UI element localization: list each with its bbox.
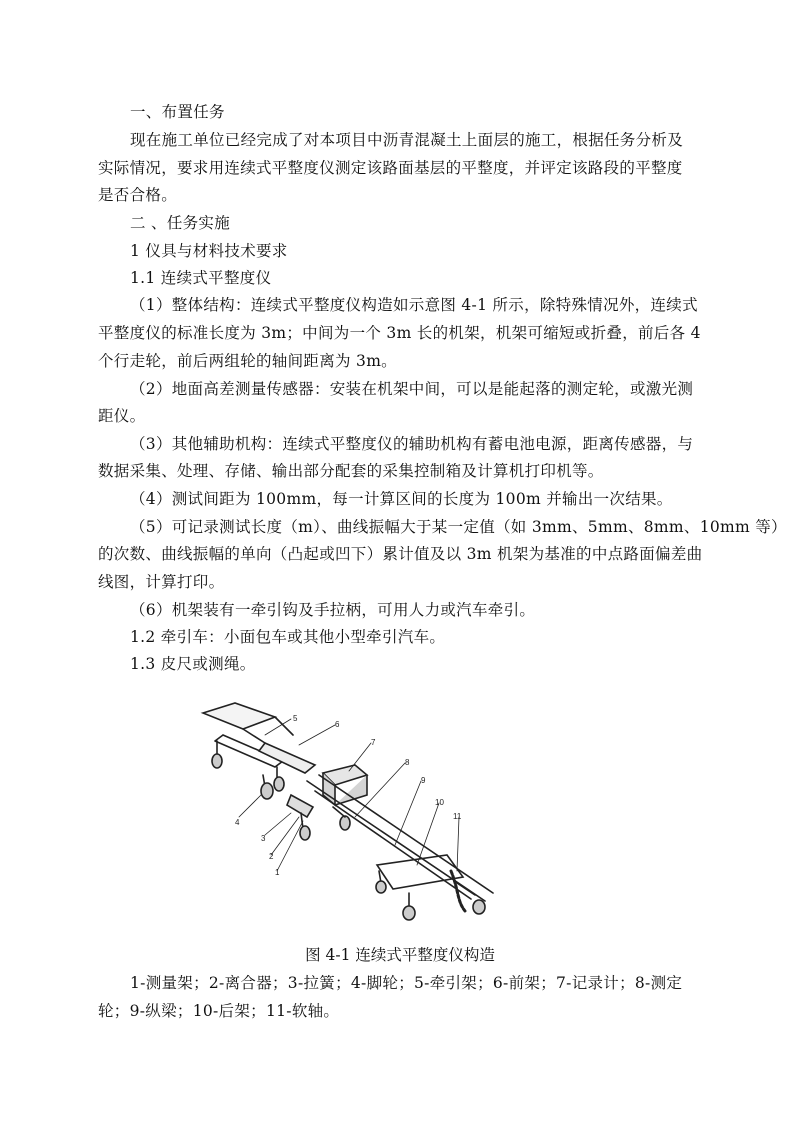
label-2: 2 xyxy=(269,852,274,861)
section1-para-line: 是否合格。 xyxy=(98,186,178,204)
label-10: 10 xyxy=(435,798,444,807)
label-5: 5 xyxy=(293,714,298,723)
section1-heading: 一、布置任务 xyxy=(130,103,225,121)
item-5-line: 的次数、曲线振幅的单向（凸起或凹下）累计值及以 3m 机架为基准的中点路面偏差曲 xyxy=(98,545,703,563)
label-9: 9 xyxy=(421,776,426,785)
item-5-line: 线图，计算打印。 xyxy=(98,573,225,591)
subheading-1-3: 1.3 皮尺或测绳。 xyxy=(130,655,256,673)
section1-para-line: 实际情况，要求用连续式平整度仪测定该路面基层的平整度，并评定该路段的平整度 xyxy=(98,159,683,177)
figure-legend-line: 轮；9-纵梁；10-后架；11-软轴。 xyxy=(98,1002,340,1020)
item-2-line: （2）地面高差测量传感器：安装在机架中间，可以是能起落的测定轮，或激光测 xyxy=(130,380,694,398)
profilometer-diagram xyxy=(195,695,515,935)
figure-caption: 图 4-1 连续式平整度仪构造 xyxy=(305,946,495,964)
subheading-1-2: 1.2 牵引车：小面包车或其他小型牵引汽车。 xyxy=(130,628,446,646)
subheading-1: 1 仪具与材料技术要求 xyxy=(130,242,288,260)
label-3: 3 xyxy=(261,834,266,843)
item-6-line: （6）机架装有一牵引钩及手拉柄，可用人力或汽车牵引。 xyxy=(130,601,536,619)
subheading-1-1: 1.1 连续式平整度仪 xyxy=(130,269,272,287)
item-5-line: （5）可记录测试长度（m）、曲线振幅大于某一定值（如 3mm、5mm、8mm、10mm 等） xyxy=(130,518,787,536)
label-8: 8 xyxy=(405,758,410,767)
item-1-line: （1）整体结构：连续式平整度仪构造如示意图 4-1 所示，除特殊情况外，连续式 xyxy=(130,296,698,314)
label-1: 1 xyxy=(275,868,280,877)
label-7: 7 xyxy=(371,738,376,747)
section1-para-line: 现在施工单位已经完成了对本项目中沥青混凝土上面层的施工，根据任务分析及 xyxy=(130,131,684,149)
label-11: 11 xyxy=(453,812,462,821)
label-6: 6 xyxy=(335,720,340,729)
item-1-line: 平整度仪的标准长度为 3m；中间为一个 3m 长的机架，机架可缩短或折叠，前后各 4 xyxy=(98,324,701,342)
item-1-line: 个行走轮，前后两组轮的轴间距离为 3m。 xyxy=(98,352,397,370)
item-3-line: （3）其他辅助机构：连续式平整度仪的辅助机构有蓄电池电源，距离传感器，与 xyxy=(130,435,694,453)
figure-legend-line: 1-测量架；2-离合器；3-拉簧；4-脚轮；5-牵引架；6-前架；7-记录计；8-测定 xyxy=(130,974,683,992)
label-4: 4 xyxy=(235,818,240,827)
section2-heading: 二 、任务实施 xyxy=(130,214,231,232)
item-3-line: 数据采集、处理、存储、输出部分配套的采集控制箱及计算机打印机等。 xyxy=(98,462,604,480)
item-4-line: （4）测试间距为 100mm，每一计算区间的长度为 100m 并输出一次结果。 xyxy=(130,490,673,508)
item-2-line: 距仪。 xyxy=(98,407,146,425)
